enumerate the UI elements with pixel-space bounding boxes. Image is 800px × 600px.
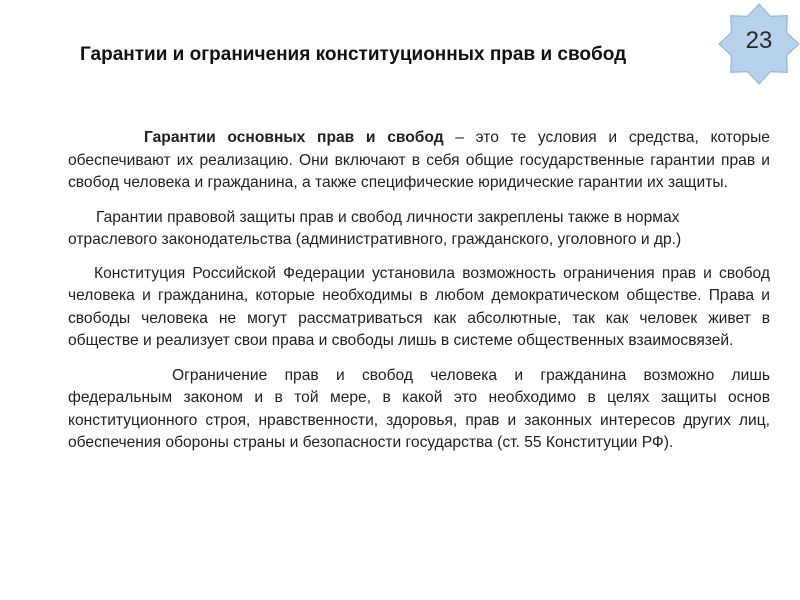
paragraph-constitution-limits: Конституция Российской Федерации установила возможность ограничения прав и свобод человека и гражданина, которые необходимы в любом демократическом обществе. Права и свободы человека не могут рассматриваться как абсолютные, так как человек живет в обществе и реализует свои права и свободы лишь в системе общественных взаимосвязей. <box>68 264 770 349</box>
slide-number: 23 <box>745 27 773 54</box>
paragraph-restriction-law: Ограничение прав и свобод человека и гражданина возможно лишь федеральным законом и в той мере, в какой это необходимо в целях защиты основ конституционного строя, нравственности, здоровья, прав и законных интересов других лиц, обеспечения обороны страны и безопасности государства (ст. 55 Конституции РФ). <box>68 366 770 451</box>
slide-body <box>68 127 770 455</box>
slide-number-badge <box>718 3 800 85</box>
paragraph-1-text: – это те условия и средства, которые обеспечивают их реализацию. Они включают в себя общие государственные гарантии прав и свобод человека и гражданина, а также специфические юридические гарантии их защиты. <box>68 129 770 191</box>
slide-title: Гарантии и ограничения конституционных прав и свобод <box>80 44 627 65</box>
paragraph-legal-protection: Гарантии правовой защиты прав и свобод личности закреплены также в нормах отраслевого законодательства (административного, гражданского, уголовного и др.) <box>68 208 682 248</box>
paragraph-guarantees-definition <box>68 127 770 195</box>
term-guarantees: Гарантии основных прав и свобод <box>144 129 444 146</box>
